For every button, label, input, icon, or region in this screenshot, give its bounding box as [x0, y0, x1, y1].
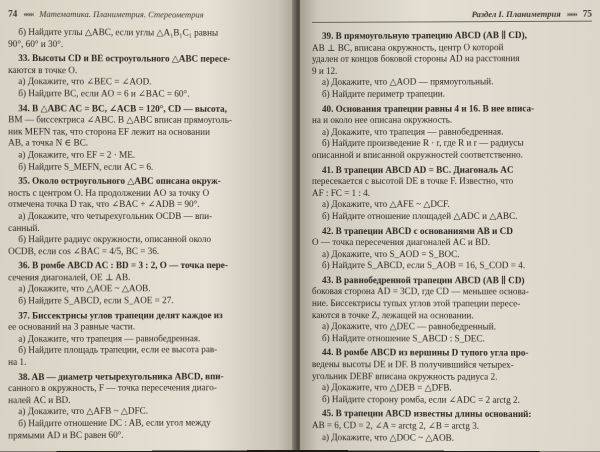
problem-part-line: а) Докажите, что трапеция — равнобедренная.: [18, 333, 201, 344]
problem-part-line: а) Докажите, что EF = 2 · ME.: [18, 149, 136, 160]
problem-statement-line: 45. В трапеции ABCD известны длины оснований:: [322, 408, 532, 420]
problem-part-line: б) Найдите S_MEFN, если AC = 6.: [18, 161, 154, 172]
text-line: санный.: [8, 222, 40, 233]
left-ornament: «««: [23, 8, 34, 19]
text-line: отмечена точка D так, что ∠BAC + ∠ADB = 90°.: [8, 199, 200, 210]
text-line: AB = 6, CD = 2, ∠A = arctg 2, ∠B = arctg 3.: [312, 420, 480, 431]
problem-part-line: б) Найдите произведение R · r, где R и r — радиусы: [322, 137, 524, 149]
problem-part-line: а) Докажите, что четырехугольник OCDB — впи-: [18, 210, 213, 221]
problem-statement-line: 35. Около остроугольного △ABC описана окруж-: [18, 175, 221, 187]
problem-part-line: а) Докажите, что △DEC — равнобедренный.: [322, 321, 496, 332]
text-line: каются в точке O.: [8, 64, 78, 76]
text-line: ние. Биссектрисы тупых углов этой трапеции пересе-: [312, 298, 521, 309]
text-line: прямыми AD и BC равен 60°.: [8, 429, 124, 441]
problem-part-line: а) Докажите, что △DEB = △DFB.: [322, 382, 452, 393]
text-line: ее оснований на 3 равные части.: [8, 321, 136, 332]
problem-part-line: б) Найдите площадь трапеции, если ее высота рав-: [18, 344, 218, 356]
problem-statement-line: 38. AB — диаметр четырехугольника ABCD, впи-: [18, 370, 224, 382]
problem-part-line: а) Докажите, что △AFE ~ △DCF.: [322, 199, 450, 210]
text-line: AB, а точка N ∈ BC.: [8, 137, 89, 148]
problem-part-line: б) Найдите углы △ABC, если углы △A₁B₁C₁ равны: [18, 26, 219, 38]
running-head: Математика. Планиметрия. Стереометрия: [39, 8, 204, 20]
text-line: каются в точке Z, лежащей на основании.: [312, 309, 474, 321]
text-line: пересекается с высотой DE в точке F. Известно, что: [312, 175, 514, 187]
problem-part-line: а) Докажите, что трапеция — равнобедренная.: [322, 126, 504, 137]
text-line: ведены высоты DE и DF. В получившийся четырех-: [312, 359, 514, 370]
text-line: угольник DEBF вписана окружность радиуса 2.: [312, 370, 498, 382]
text-line: 90°, 60° и 30°.: [8, 38, 64, 49]
text-line: налей AC и BD.: [8, 394, 71, 406]
problem-part-line: б) Найдите отношение площадей △ADC и △ABC.: [322, 210, 518, 221]
problem-statement-line: 40. Основания трапеции равны 4 и 16. В нее вписа-: [322, 102, 535, 114]
left-page-number: 74: [8, 8, 18, 19]
text-line: удален от концов боковой стороны AD на расстояния: [312, 53, 520, 65]
text-line: AF : FC = 1 : 4.: [312, 187, 371, 198]
text-line: AB ⊥ BC, вписана окружность, центр O которой: [312, 41, 504, 53]
text-line: на и около нее описана окружность.: [312, 114, 453, 126]
problem-statement-line: 39. В прямоугольную трапецию ABCD (AB ∥ CD),: [322, 29, 527, 41]
text-line: боковая сторона AD = 3CD, где CD — меньшее основа-: [312, 286, 529, 297]
left-page-text: [8, 27, 288, 442]
right-page-number: 75: [582, 8, 592, 19]
text-line: сечения диагоналей, OE ⊥ AB.: [8, 272, 131, 283]
problem-part-line: б) Найдите отношение DC : AB, если угол между: [18, 417, 211, 429]
left-page-header: [8, 9, 288, 20]
text-line: O — точка пересечения диагоналей AC и BD.: [312, 237, 491, 248]
left-page: [0, 0, 296, 452]
text-line: санного в окружность, F — точка пересечения диаго-: [8, 382, 217, 394]
problem-part-line: а) Докажите, что △AFB ~ △DFC.: [18, 406, 148, 417]
problem-part-line: а) Докажите, что △AOD — прямоугольный.: [322, 76, 494, 88]
problem-part-line: б) Найдите периметр трапеции.: [322, 88, 445, 99]
text-line: OCDB, если cos ∠BAC = 4/5, BC = 36.: [8, 245, 160, 256]
problem-part-line: б) Найдите сторону ромба, если ∠ADC = 2 arctg 2.: [322, 393, 520, 405]
problem-part-line: а) Докажите, что △AOE ~ △AOB.: [18, 283, 151, 294]
problem-statement-line: 34. В △ABC AC = BC, ∠ACB = 120°, CD — высота,: [18, 102, 227, 114]
right-page-header: [312, 9, 592, 23]
problem-part-line: б) Найдите S_ABCD, если S_AOE = 27.: [18, 295, 174, 306]
problem-part-line: а) Докажите, что S_AOD = S_BOC.: [322, 248, 460, 259]
problem-part-line: б) Найдите BC, если AO = 6 и ∠BAC = 60°.: [18, 88, 190, 99]
text-line: 9 и 12.: [312, 65, 338, 76]
problem-statement-line: 37. Биссектрисы углов трапеции делят каждое из: [18, 309, 223, 321]
text-line: описанной и вписанной окружностей соответственно.: [312, 149, 523, 160]
problem-statement-line: 33. Высоты CD и BE остроугольного △ABC пересе-: [18, 53, 231, 64]
problem-part-line: б) Найдите отношение S_ABCD : S_DEC.: [322, 332, 485, 344]
problem-statement-line: 44. В ромбе ABCD из вершины D тупого угла про-: [322, 347, 529, 359]
right-page: [300, 0, 600, 452]
problem-statement-line: 36. В ромбе ABCD AC : BD = 3 : 2, O — точка пере-: [18, 260, 228, 271]
section-title: Раздел I. Планиметрия: [471, 8, 561, 20]
problem-statement-line: 42. В трапеции ABCD с основаниями AB и CD: [322, 225, 513, 236]
problem-part-line: б) Найдите радиус окружности, описанной около: [18, 234, 212, 245]
text-line: BM — биссектриса ∠ABC. В △ABC вписан прямоуголь-: [8, 114, 232, 126]
problem-part-line: а) Докажите, что △DOC ~ △AOB.: [322, 431, 455, 443]
problem-part-line: а) Докажите, что ∠BEC = ∠AOD.: [18, 76, 152, 87]
right-ornament: »»»: [566, 8, 577, 19]
right-page-text: [312, 30, 592, 445]
problem-statement-line: 43. В равнобедренной трапеции ABCD (AB ∥ CD): [322, 274, 525, 286]
text-line: на 1.: [8, 356, 27, 367]
problem-statement-line: 41. В трапеции ABCD AD = BC. Диагональ AC: [322, 164, 514, 175]
text-line: ник MEFN так, что сторона EF лежит на основании: [8, 126, 210, 137]
text-line: ность с центром O. На продолжении AO за точку O: [8, 187, 210, 198]
problem-part-line: б) Найдите S_ABCD, если S_AOB = 16, S_COD = 4.: [322, 260, 526, 271]
